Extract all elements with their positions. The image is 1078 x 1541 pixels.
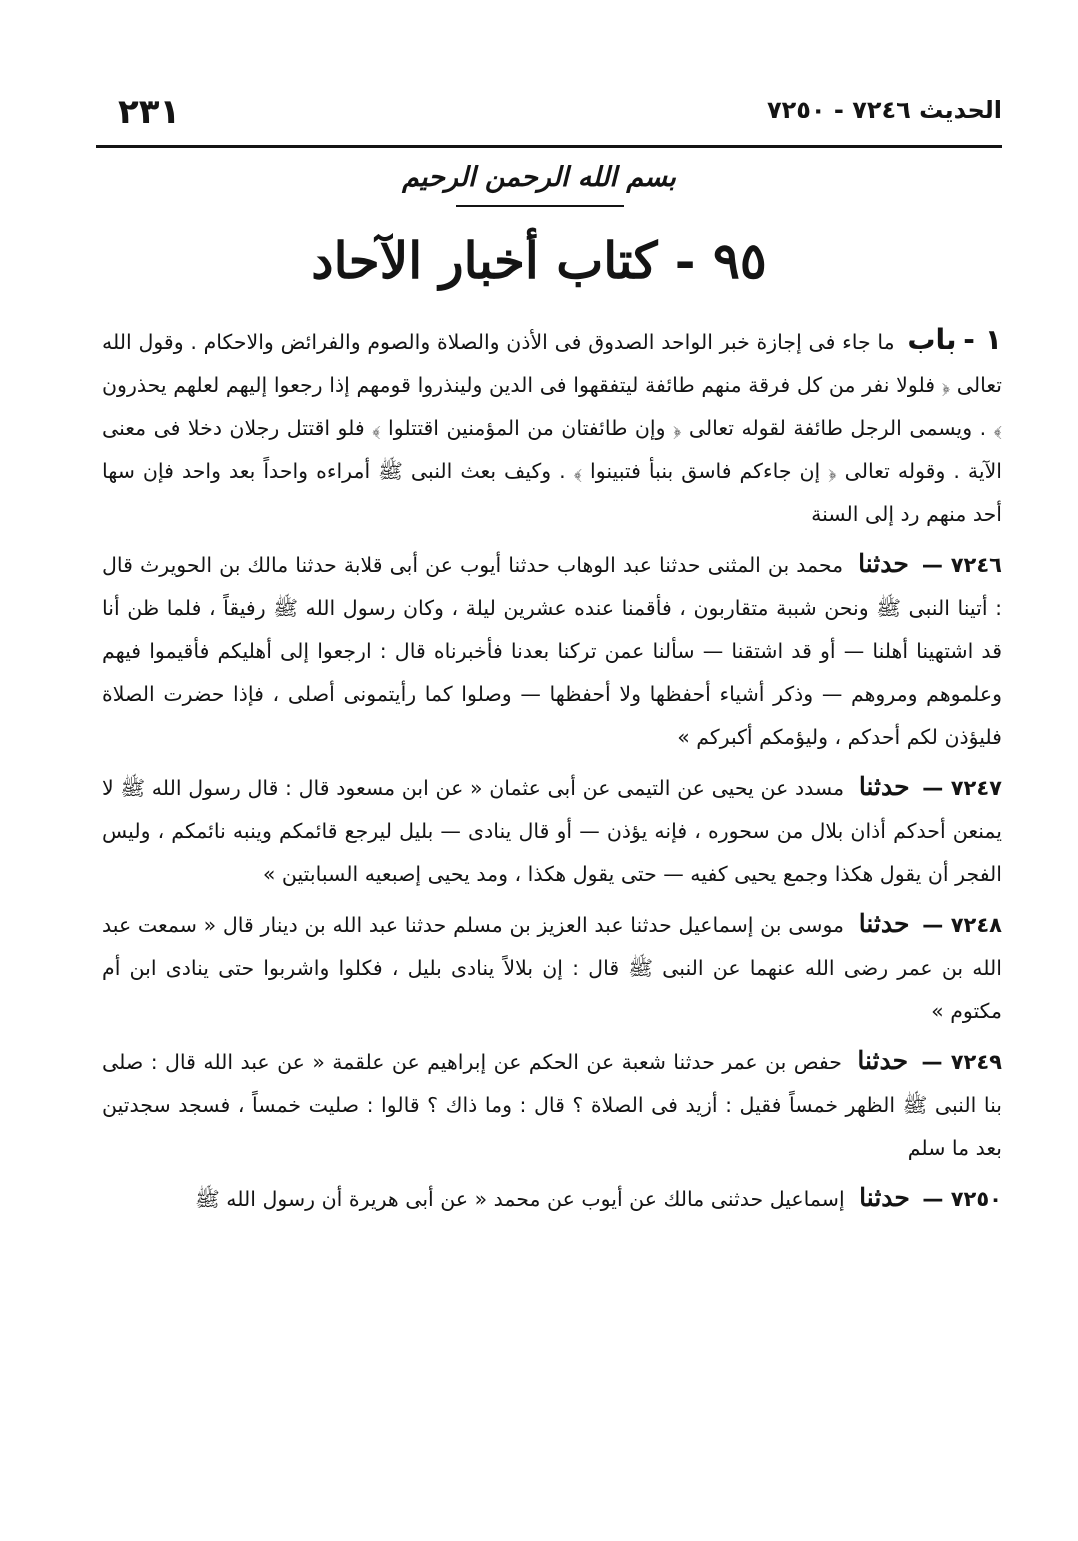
hadith-lead-word: حدثنا <box>859 1183 910 1212</box>
basmala-underline <box>456 205 624 207</box>
chapter-heading <box>102 318 1002 536</box>
hadith-paragraph <box>102 1039 1002 1170</box>
header-rule <box>96 145 1002 148</box>
hadith-lead-word: حدثنا <box>858 909 910 938</box>
hadith-paragraph <box>102 542 1002 759</box>
running-header <box>96 92 1002 142</box>
chapter-label: باب <box>907 323 957 356</box>
hadith-number: ٧٢٤٦ — <box>921 553 1002 577</box>
text-body <box>102 318 1002 1221</box>
hadith-range: الحديث ٧٢٤٦ - ٧٢٥٠ <box>766 96 1002 124</box>
hadith-paragraph <box>102 765 1002 896</box>
hadith-text: حفص بن عمر حدثنا شعبة عن الحكم عن إبراهيم عن علقمة « عن عبد الله قال : صلى بنا النبى ﷺ الظهر خمساً فقيل : أزيد فى الصلاة ؟ قال : وما ذاك ؟ قالوا : صليت خمساً ، فسجد سجدتين بعد ما سلم <box>102 1050 1002 1160</box>
hadith-text: إسماعيل حدثنى مالك عن أيوب عن محمد « عن أبى هريرة أن رسول الله ﷺ <box>195 1187 845 1211</box>
hadith-lead-word: حدثنا <box>858 549 909 578</box>
hadith-text: موسى بن إسماعيل حدثنا عبد العزيز بن مسلم حدثنا عبد الله بن دينار قال « سمعت عبد الله بن عمر رضى الله عنهما عن النبى ﷺ قال : إن بلالاً ينادى بليل ، فكلوا واشربوا حتى ينادى ابن أم مكتوم » <box>102 913 1002 1023</box>
hadith-paragraph <box>102 902 1002 1033</box>
hadith-lead-word: حدثنا <box>857 1046 909 1075</box>
hadith-number: ٧٢٤٧ — <box>922 776 1002 800</box>
hadith-paragraph <box>102 1176 1002 1221</box>
hadith-number: ٧٢٤٩ — <box>921 1050 1003 1074</box>
hadith-number: ٧٢٥٠ — <box>922 1187 1002 1211</box>
chapter-text: ما جاء فى إجازة خبر الواحد الصدوق فى الأذن والصلاة والصوم والفرائض والاحكام . وقول الله تعالى ﴿ فلولا نفر من كل فرقة منهم طائفة ليتفقهوا فى الدين ولينذروا قومهم إذا رجعوا إليهم لعلهم يحذرون ﴾ . ويسمى الرجل طائفة لقوله تعالى ﴿ وإن طائفتان من المؤمنين اقتتلوا ﴾ فلو اقتتل رجلان دخلا فى معنى الآية . وقوله تعالى ﴿ إن جاءكم فاسق بنبأ فتبينوا ﴾ . وكيف بعث النبى ﷺ أمراءه واحداً بعد واحد فإن سها أحد منهم رد إلى السنة <box>102 330 1002 526</box>
hadith-number: ٧٢٤٨ — <box>922 913 1002 937</box>
basmala: بسم الله الرحمن الرحيم <box>402 162 676 193</box>
hadith-text: محمد بن المثنى حدثنا عبد الوهاب حدثنا أيوب عن أبى قلابة حدثنا مالك بن الحويرث قال : أتينا النبى ﷺ ونحن شببة متقاربون ، فأقمنا عنده عشرين ليلة ، وكان رسول الله ﷺ رفيقاً ، فلما ظن أنا قد اشتهينا أهلنا — أو قد اشتقنا — سألنا عمن تركنا بعدنا فأخبرناه قال : ارجعوا إلى أهليكم فأقيموا فيهم وعلموهم ومروهم — وذكر أشياء أحفظها ولا أحفظها — وصلوا كما رأيتمونى أصلى ، فإذا حضرت الصلاة فليؤذن لكم أحدكم ، وليؤمكم أكبركم » <box>102 553 1002 749</box>
book-title: ٩٥ - كتاب أخبار الآحاد <box>311 231 767 290</box>
chapter-number: ١ - <box>963 323 1002 356</box>
hadith-text: مسدد عن يحيى عن التيمى عن أبى عثمان « عن ابن مسعود قال : قال رسول الله ﷺ لا يمنعن أحدكم أذان بلال من سحوره ، فإنه يؤذن — أو قال ينادى — بليل ليرجع قائمكم وينبه نائمكم ، وليس الفجر أن يقول هكذا وجمع يحيى كفيه — حتى يقول هكذا ، ومد يحيى إصبعيه السبابتين » <box>102 776 1002 886</box>
page-number: ٢٣١ <box>118 92 181 132</box>
hadith-lead-word: حدثنا <box>858 772 910 801</box>
